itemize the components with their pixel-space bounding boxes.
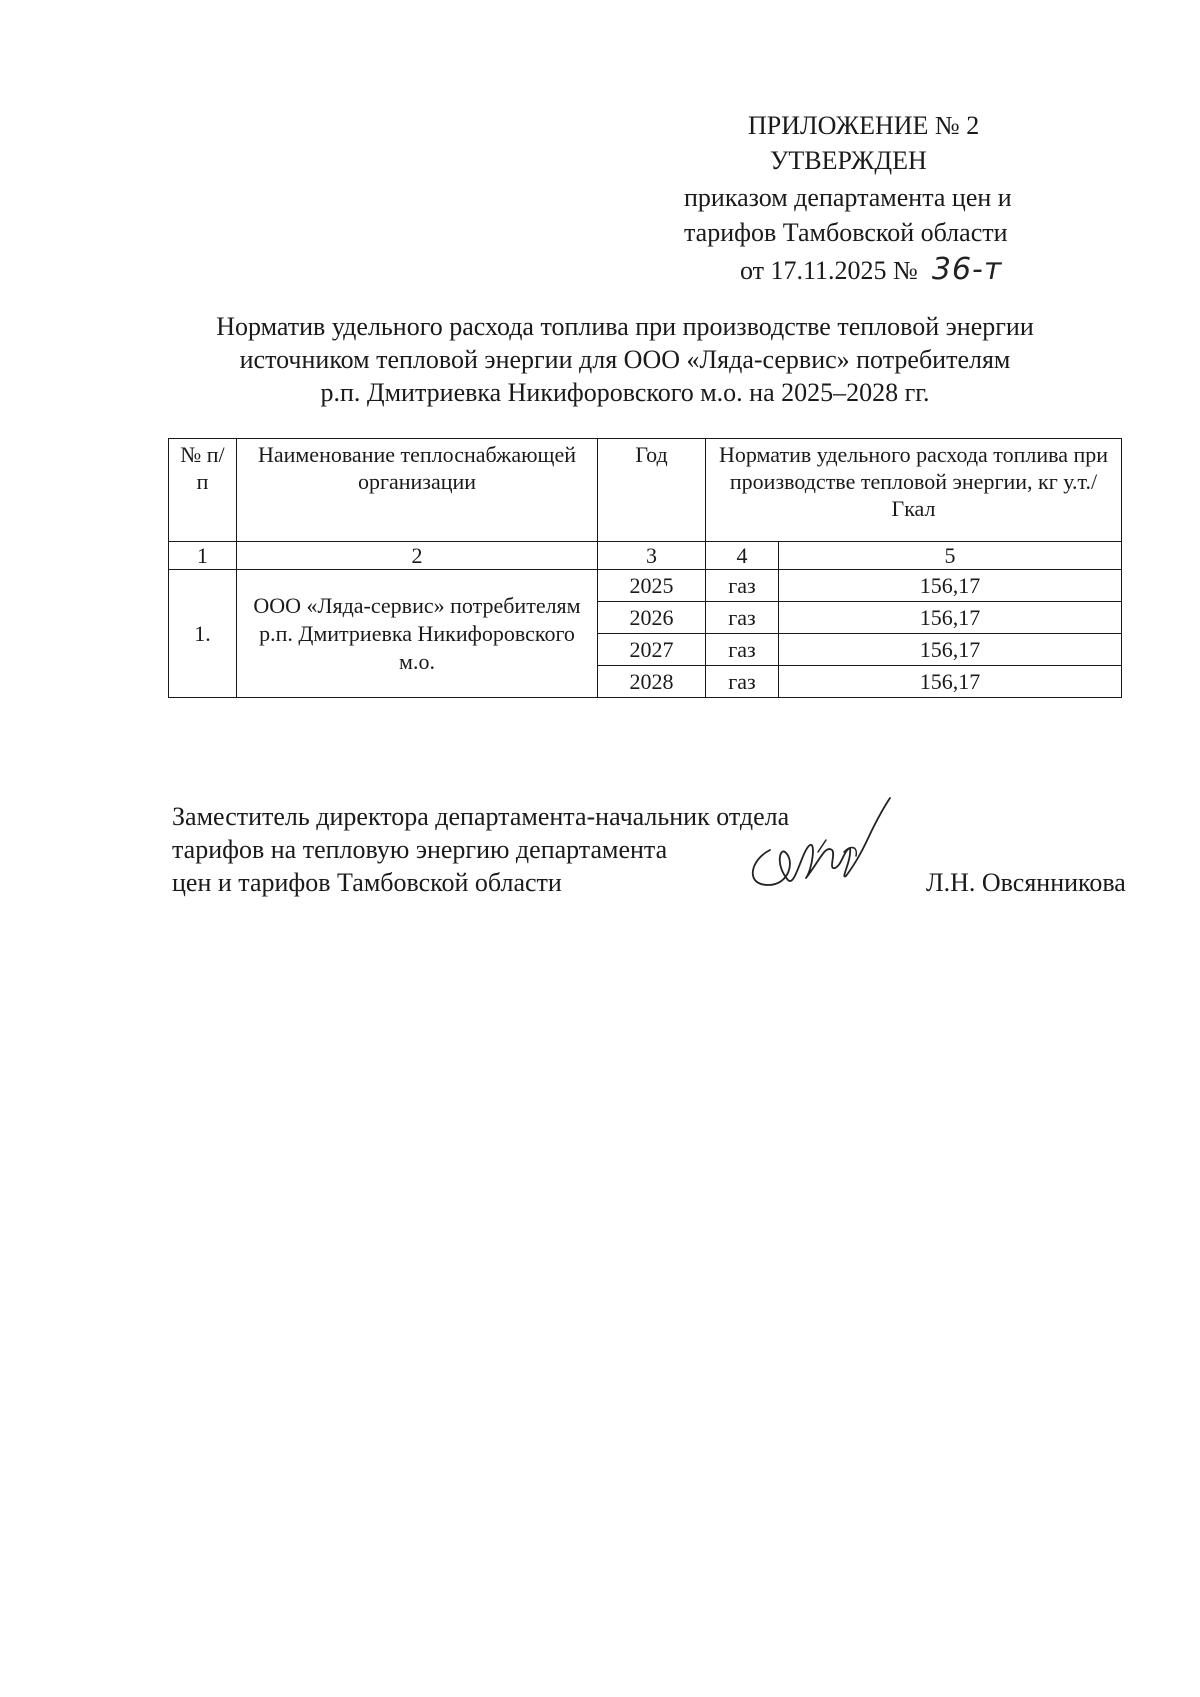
approval-date: от 17.11.2025 № (740, 256, 918, 285)
approval-authority-line2: тарифов Тамбовской области (684, 218, 1008, 247)
title-line-1: Норматив удельного расхода топлива при производстве тепловой энергии (216, 312, 1034, 341)
signer-position-line2: тарифов на тепловую энергию департамента (172, 835, 668, 864)
signer-position-line1: Заместитель директора департамента-начальник отдела (172, 802, 790, 831)
row-fuel: газ (706, 602, 779, 634)
header-norm: Норматив удельного расхода топлива при производстве тепловой энергии, кг у.т./Гкал (706, 439, 1122, 542)
title-line-2: источником тепловой энергии для ООО «Ляда-сервис» потребителям (239, 345, 1011, 374)
row-year: 2028 (598, 666, 706, 698)
header-year: Год (598, 439, 706, 542)
fuel-norm-table (168, 438, 1122, 698)
row-fuel: газ (706, 666, 779, 698)
order-number-handwritten: 36-т (931, 252, 1003, 287)
row-value: 156,17 (779, 602, 1122, 634)
row-year: 2025 (598, 570, 706, 602)
header-org: Наименование теплоснабжающей организации (237, 439, 598, 542)
column-number: 5 (779, 542, 1122, 570)
entry-number: 1. (169, 570, 237, 698)
row-year: 2027 (598, 634, 706, 666)
row-fuel: газ (706, 570, 779, 602)
signer-name: Л.Н. Овсянникова (926, 868, 1126, 897)
document-title (150, 310, 1100, 409)
table-header-row (169, 439, 1122, 542)
title-line-3: р.п. Дмитриевка Никифоровского м.о. на 2025–2028 гг. (320, 378, 930, 407)
entry-organization: ООО «Ляда-сервис» потребителям р.п. Дмитриевка Никифоровского м.о. (237, 570, 598, 698)
approval-authority-line1: приказом департамента цен и (684, 183, 1012, 212)
row-value: 156,17 (779, 666, 1122, 698)
row-value: 156,17 (779, 634, 1122, 666)
appendix-number: ПРИЛОЖЕНИЕ № 2 (748, 111, 980, 140)
approval-date-line (740, 252, 1002, 288)
column-number: 4 (706, 542, 779, 570)
column-number: 1 (169, 542, 237, 570)
table-row (169, 570, 1122, 602)
column-number: 2 (237, 542, 598, 570)
signature-block (172, 800, 1132, 899)
handwritten-signature-icon (740, 790, 900, 900)
row-year: 2026 (598, 602, 706, 634)
column-number-row (169, 542, 1122, 570)
column-number: 3 (598, 542, 706, 570)
header-num: № п/п (169, 439, 237, 542)
row-value: 156,17 (779, 570, 1122, 602)
signer-position-line3: цен и тарифов Тамбовской области (172, 868, 562, 897)
row-fuel: газ (706, 634, 779, 666)
approved-label: УТВЕРЖДЕН (770, 146, 927, 175)
